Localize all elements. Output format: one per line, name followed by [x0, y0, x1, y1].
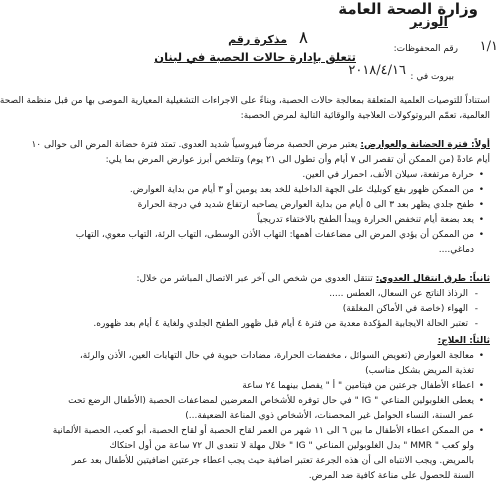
list-item: • من الممكن أن يؤدي المرض الى مضاعفات أهمها: التهاب الأذن الوسطى، التهاب الرئة، التهاب معوي، التهاب [38, 228, 490, 243]
list-item: - الهواء (خاصة في الأماكن المغلقة) [38, 302, 490, 317]
list-item-continuation: تغذية المريض بشكل مناسب) [365, 366, 474, 376]
section-incubation-symptoms [31, 138, 490, 258]
ministry-name: وزارة الصحة العامة [338, 0, 478, 18]
list-item: • من الممكن اعطاء الأطفال ما بين ٦ الى ١١ شهر من العمر لقاح الحصبة أو لقاح الحصبة، أبو كعب، الحصبة الألمانية [38, 424, 490, 439]
section-treatment [38, 334, 490, 484]
section-transmission [38, 272, 490, 332]
list-item-continuation: ولو كعب " MMR " بدل الغلوبولين المناعي " IG " خلال مهلة لا تتعدى ال ٧٢ ساعة من أول احتكاك [109, 441, 474, 451]
list-item: • معالجة العوارض (تعويض السوائل ، مخفضات الحرارة، مضادات حيوية في حال التهابات العين، الأذن والرئة، [38, 349, 490, 364]
memo-subject: تتعلق بإدارة حالات الحصبة في لبنان [154, 50, 356, 64]
list-item: • يعطى الغلوبولين المناعي " IG " في حال توفره للأشخاص المعرضين لمضاعفات الحصبة (الأطفال الرضع تحت [38, 394, 490, 409]
archive-label: رقم المحفوظات: [393, 44, 458, 54]
list-item-continuation: دماغي.... [438, 245, 474, 255]
list-item: - تعتبر الحالة الايجابية المؤكدة معدية من فترة ٤ أيام قبل ظهور الطفح الجلدي ولغاية ٤ أيام بعد ظهوره. [38, 317, 490, 332]
date-label: بيروت في : [410, 72, 454, 82]
list-item: • من الممكن ظهور بقع كوبليك على الجهة الداخلية للخد بعد يومين أو ٣ أيام من بداية العوارض. [38, 183, 490, 198]
date-handwritten: ٢٠١٨/٤/١٦ [348, 63, 406, 78]
section-heading: أولاً: فترة الحضانة والعوارض: [360, 140, 490, 150]
list-item-continuation: السنة للحصول على مناعة كافية ضد المرض. [308, 471, 474, 481]
section-text: تنتقل العدوى من شخص الى آخر عبر الاتصال المباشر من خلال: [136, 274, 376, 284]
intro-line: العالمية، تعمّم البروتوكولات العلاجية والوقائية التالية لمرض الحصبة: [240, 111, 490, 121]
section-heading: ثانياً: طرق انتقال العدوى: [375, 274, 490, 284]
intro-line: استناداً للتوصيات العلمية المتعلقة بمعالجة حالات الحصبة، وبناءً على الاجراءات التشغيلية المعيارية الموصى بها من قبل منظمة الصحة [0, 96, 490, 106]
list-item: • اعطاء الأطفال جرعتين من فيتامين " أ " يفصل بينهما ٢٤ ساعة [38, 379, 490, 394]
list-item-continuation: بالمريض. ويجب الانتباه الى أن هذه الجرعة تعتبر اضافية حيث يجب اعطاء جرعتين اضافيتين للأطفال بعد عمر [71, 456, 474, 466]
section-text: يعتبر مرض الحصبة مرضاً فيروسياً شديد العدوى. تمتد فترة حضانة المرض الى حوالى ١٠ [31, 140, 361, 150]
section-text: أيام عادةً (من الممكن أن تقصر الى ٧ أيام وأن تطول الى ٢١ يوم) وتتلخص أبرز عوارض المرض بما يلي: [105, 155, 490, 165]
list-item: - الرذاذ الناتج عن السعال، العطس ..... [38, 287, 490, 302]
list-item-continuation: عمر السنة، النساء الحوامل غير المحصنات، الأشخاص ذوي المناعة الضعيفة...) [185, 411, 474, 421]
list-item: • طفح جلدي يظهر بعد ٣ الى ٥ أيام من بداية العوارض يصاحبه ارتفاع شديد في درجة الحرارة [38, 198, 490, 213]
archive-number-handwritten: ١/١ [479, 39, 498, 54]
memo-label: مذكرة رقم [228, 33, 287, 46]
intro-paragraph [0, 94, 490, 124]
list-item: • يعد بضعة أيام تنخفض الحرارة ويبدأ الطفح بالاختفاء تدريجياً [38, 213, 490, 228]
minister-title: الوزير [410, 15, 448, 30]
section-heading: ثالثاً: العلاج: [437, 336, 490, 346]
memo-number-handwritten: ٨ [298, 28, 308, 48]
list-item: • حرارة مرتفعة، سيلان الأنف، احمرار في العين. [38, 168, 490, 183]
